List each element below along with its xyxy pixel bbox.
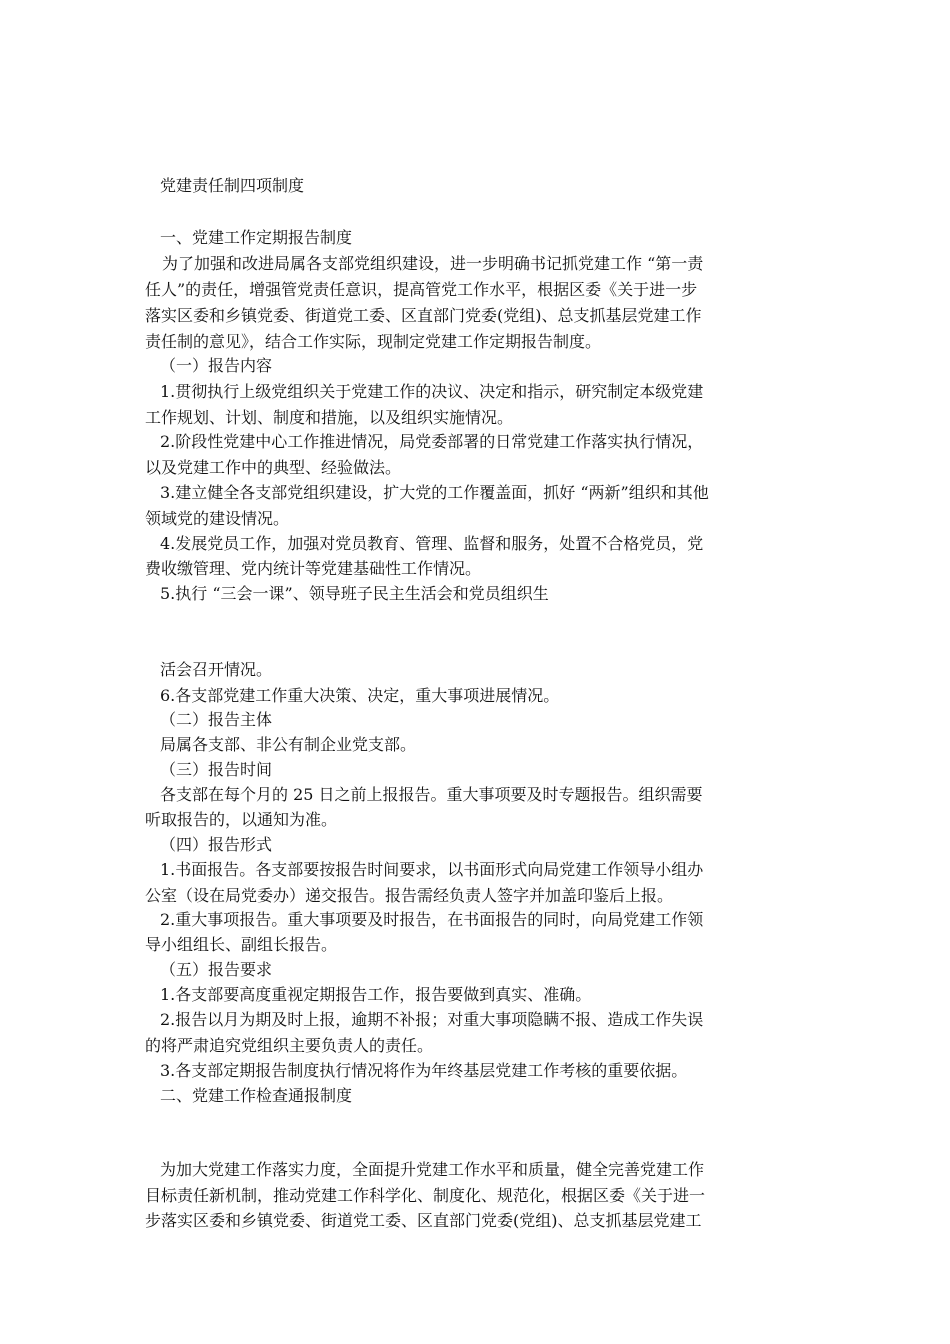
paragraph-line: 听取报告的，以通知为准。 — [145, 810, 338, 829]
paragraph-line: 3.各支部定期报告制度执行情况将作为年终基层党建工作考核的重要依据。 — [160, 1061, 688, 1080]
paragraph-line: 公室（设在局党委办）递交报告。报告需经负责人签字并加盖印鉴后上报。 — [145, 886, 674, 905]
paragraph-line: 目标责任新机制，推动党建工作科学化、制度化、规范化，根据区委《关于进一 — [145, 1186, 706, 1205]
paragraph-line: 2.重大事项报告。重大事项要及时报告，在书面报告的同时，向局党建工作领 — [160, 910, 704, 929]
subsection-heading: （四）报告形式 — [160, 835, 273, 854]
paragraph-line: 责任制的意见》，结合工作实际，现制定党建工作定期报告制度。 — [145, 332, 602, 351]
section-heading: 二、党建工作检查通报制度 — [160, 1086, 353, 1105]
subsection-heading: （二）报告主体 — [160, 710, 273, 729]
document-title: 党建责任制四项制度 — [160, 176, 305, 195]
paragraph-line: 以及党建工作中的典型、经验做法。 — [145, 458, 402, 477]
paragraph-line: 局属各支部、非公有制企业党支部。 — [160, 735, 417, 754]
paragraph-line: 的将严肃追究党组织主要负责人的责任。 — [145, 1036, 434, 1055]
section-heading: 一、党建工作定期报告制度 — [160, 228, 353, 247]
paragraph-line: 为加大党建工作落实力度，全面提升党建工作水平和质量，健全完善党建工作 — [160, 1160, 705, 1179]
paragraph-line: 2.阶段性党建中心工作推进情况，局党委部署的日常党建工作落实执行情况， — [160, 432, 704, 451]
subsection-heading: （三）报告时间 — [160, 760, 273, 779]
paragraph-line: 落实区委和乡镇党委、街道党工委、区直部门党委(党组)、总支抓基层党建工作 — [145, 306, 702, 325]
paragraph-line: 导小组组长、副组长报告。 — [145, 935, 338, 954]
paragraph-line: 活会召开情况。 — [160, 660, 273, 679]
subsection-heading: （五）报告要求 — [160, 960, 273, 979]
paragraph-line: 各支部在每个月的 25 日之前上报报告。重大事项要及时专题报告。组织需要 — [160, 785, 703, 804]
paragraph-line: 步落实区委和乡镇党委、街道党工委、区直部门党委(党组)、总支抓基层党建工 — [145, 1211, 702, 1230]
paragraph-line: 1.书面报告。各支部要按报告时间要求，以书面形式向局党建工作领导小组办 — [160, 860, 704, 879]
subsection-heading: （一）报告内容 — [160, 356, 273, 375]
paragraph-line: 5.执行 “三会一课”、领导班子民主生活会和党员组织生 — [160, 584, 549, 603]
paragraph-line: 工作规划、计划、制度和措施，以及组织实施情况。 — [145, 408, 514, 427]
paragraph-line: 为了加强和改进局属各支部党组织建设，进一步明确书记抓党建工作 “第一责 — [162, 254, 704, 273]
paragraph-line: 4.发展党员工作，加强对党员教育、管理、监督和服务，处置不合格党员，党 — [160, 534, 704, 553]
paragraph-line: 任人”的责任，增强管党责任意识，提高管党工作水平，根据区委《关于进一步 — [145, 280, 698, 299]
paragraph-line: 费收缴管理、党内统计等党建基础性工作情况。 — [145, 559, 482, 578]
paragraph-line: 1.贯彻执行上级党组织关于党建工作的决议、决定和指示，研究制定本级党建 — [160, 382, 704, 401]
paragraph-line: 2.报告以月为期及时上报，逾期不补报；对重大事项隐瞒不报、造成工作失误 — [160, 1010, 704, 1029]
paragraph-line: 领域党的建设情况。 — [145, 509, 290, 528]
paragraph-line: 6.各支部党建工作重大决策、决定，重大事项进展情况。 — [160, 686, 560, 705]
paragraph-line: 3.建立健全各支部党组织建设，扩大党的工作覆盖面，抓好 “两新”组织和其他 — [160, 483, 709, 502]
paragraph-line: 1.各支部要高度重视定期报告工作，报告要做到真实、准确。 — [160, 985, 592, 1004]
